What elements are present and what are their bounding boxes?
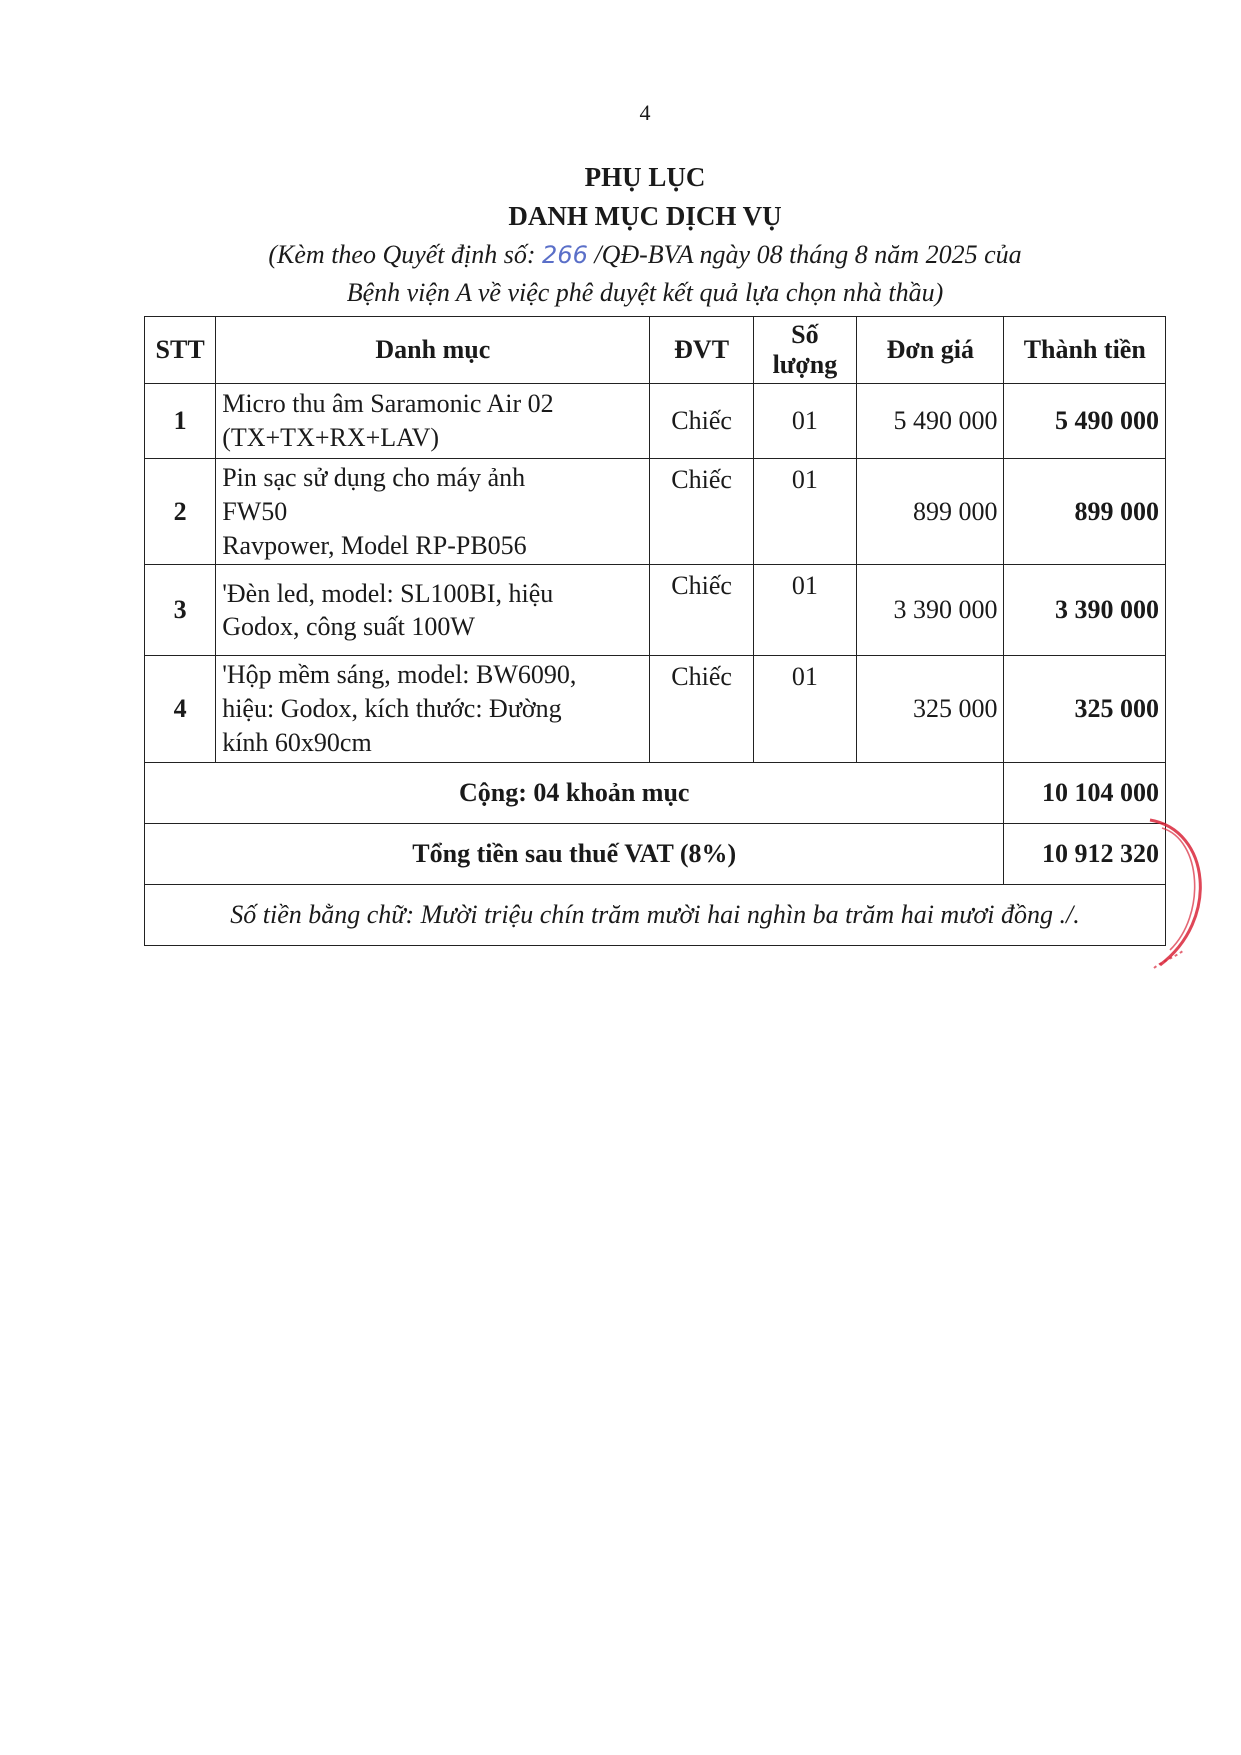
row-total: 5 490 000 <box>1004 384 1166 459</box>
row-qty: 01 <box>753 384 856 459</box>
header-row <box>145 317 1166 384</box>
header-name: Danh mục <box>216 317 650 384</box>
row-name <box>216 384 650 459</box>
subtotal-value: 10 104 000 <box>1004 762 1166 823</box>
table-row <box>145 459 1166 565</box>
header-unit: ĐVT <box>650 317 753 384</box>
row-name <box>216 459 650 565</box>
page-number: 4 <box>639 100 651 125</box>
vat-total-value: 10 912 320 <box>1004 823 1166 884</box>
row-stt: 1 <box>145 384 216 459</box>
row-name-line: hiệu: Godox, kích thước: Đường <box>222 694 562 724</box>
header-stt: STT <box>145 317 216 384</box>
row-price: 5 490 000 <box>857 384 1004 459</box>
row-name-line: Micro thu âm Saramonic Air 02 <box>222 389 554 419</box>
row-total: 3 390 000 <box>1004 565 1166 656</box>
row-qty: 01 <box>753 459 856 565</box>
table-row <box>145 384 1166 459</box>
row-stt: 4 <box>145 656 216 762</box>
row-unit: Chiếc <box>650 459 753 565</box>
vat-total-row <box>145 823 1166 884</box>
header-qty-line2: lượng <box>772 350 838 379</box>
decision-reference <box>0 240 1241 270</box>
amount-in-words-row <box>145 884 1166 945</box>
row-total: 899 000 <box>1004 459 1166 565</box>
decision-suffix: /QĐ-BVA ngày 08 tháng 8 năm 2025 của <box>587 240 1022 269</box>
row-name-line: Godox, công suất 100W <box>222 612 475 642</box>
appendix-title: PHỤ LỤC <box>584 162 706 192</box>
header-total: Thành tiền <box>1004 317 1166 384</box>
row-name-line: (TX+TX+RX+LAV) <box>222 423 440 452</box>
vat-total-label: Tổng tiền sau thuế VAT (8%) <box>145 823 1004 884</box>
row-price: 899 000 <box>857 459 1004 565</box>
list-title: DANH MỤC DỊCH VỤ <box>508 201 782 231</box>
row-name-line: FW50 <box>222 496 288 526</box>
row-stt: 2 <box>145 459 216 565</box>
row-name-line: 'Đèn led, model: SL100BI, hiệu <box>222 578 554 608</box>
decision-prefix: (Kèm theo Quyết định số: <box>268 240 543 269</box>
decision-number: 266 <box>542 241 588 269</box>
row-qty: 01 <box>753 565 856 656</box>
subtotal-label: Cộng: 04 khoản mục <box>145 762 1004 823</box>
row-stt: 3 <box>145 565 216 656</box>
row-price: 3 390 000 <box>857 565 1004 656</box>
row-name <box>216 656 650 762</box>
row-name-line: 'Hộp mềm sáng, model: BW6090, <box>222 660 577 690</box>
row-name-line: Pin sạc sử dụng cho máy ảnh <box>222 463 526 492</box>
header-price: Đơn giá <box>857 317 1004 384</box>
header-qty <box>753 317 856 384</box>
row-name-line: Ravpower, Model RP-PB056 <box>222 530 527 560</box>
decision-subject: Bệnh viện A về việc phê duyệt kết quả lựa chọn nhà thầu) <box>346 278 944 307</box>
subtotal-row <box>145 762 1166 823</box>
row-total: 325 000 <box>1004 656 1166 762</box>
row-unit: Chiếc <box>650 656 753 762</box>
table-row <box>145 565 1166 656</box>
row-price: 325 000 <box>857 656 1004 762</box>
row-name-line: kính 60x90cm <box>222 727 372 757</box>
service-table <box>144 316 1166 946</box>
table-row <box>145 656 1166 762</box>
row-qty: 01 <box>753 656 856 762</box>
row-unit: Chiếc <box>650 384 753 459</box>
amount-in-words: Số tiền bằng chữ: Mười triệu chín trăm mười hai nghìn ba trăm hai mươi đồng ./. <box>145 884 1166 945</box>
row-unit: Chiếc <box>650 565 753 656</box>
row-name <box>216 565 650 656</box>
header-qty-line1: Số <box>791 320 819 350</box>
